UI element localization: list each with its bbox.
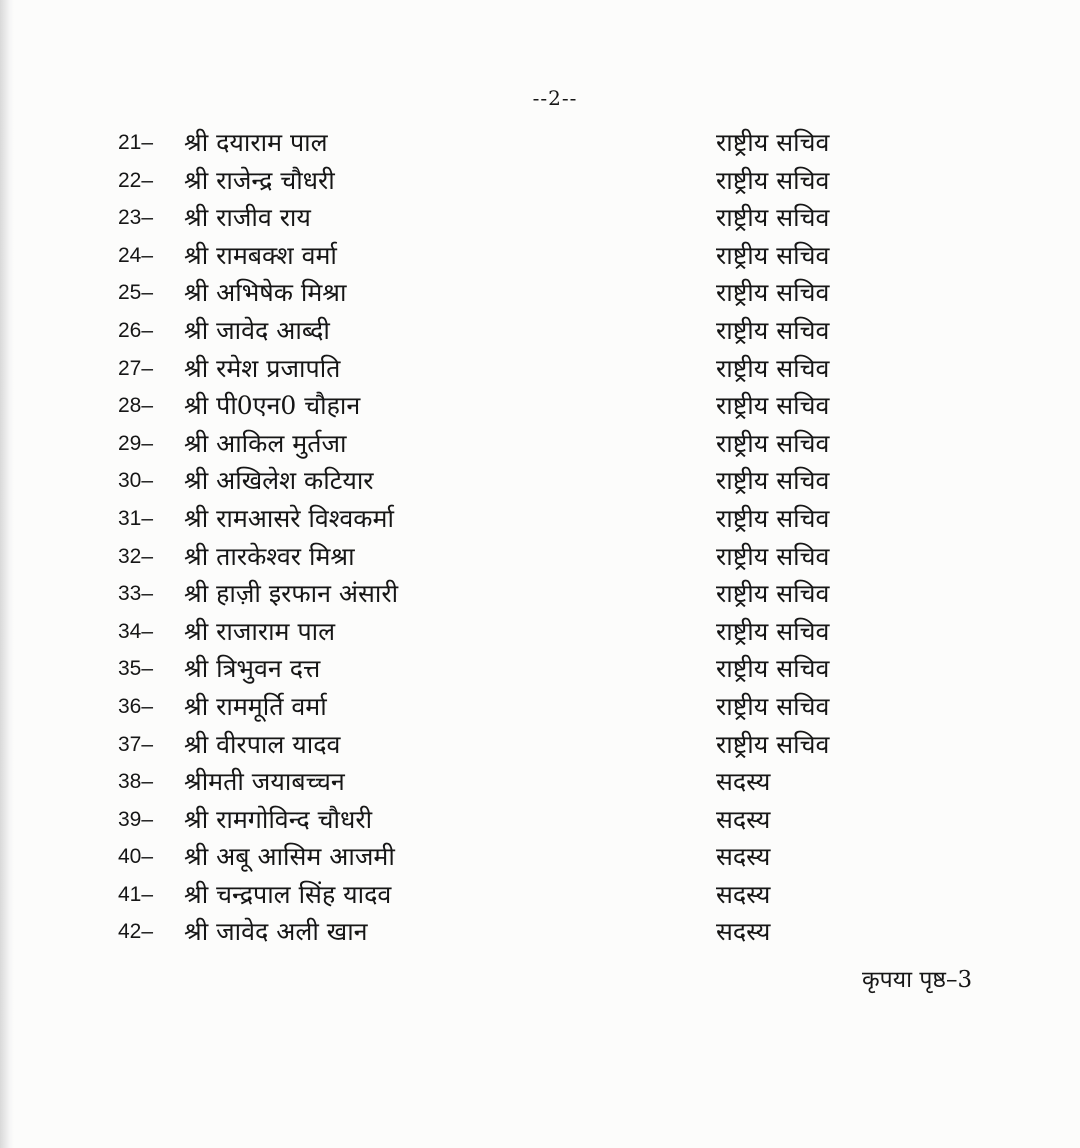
list-item [118, 162, 878, 200]
entry-number: 35– [118, 657, 154, 681]
member-name: श्री रमेश प्रजापति [184, 353, 341, 383]
list-item [118, 876, 878, 914]
entry-number: 24– [118, 243, 154, 267]
member-role: सदस्य [716, 804, 771, 834]
entry-number: 27– [118, 356, 154, 380]
entry-number: 28– [118, 394, 154, 418]
member-name: श्री तारकेश्वर मिश्रा [184, 541, 355, 571]
entry-number: 38– [118, 770, 154, 794]
member-name: श्री जावेद आब्दी [184, 315, 330, 345]
member-name: श्री पी0एन0 चौहान [184, 391, 361, 421]
member-name: श्री आकिल मुर्तजा [184, 428, 347, 458]
entry-number: 40– [118, 845, 154, 869]
member-role: सदस्य [716, 767, 771, 797]
list-item [118, 462, 878, 500]
member-name: श्री राजेन्द्र चौधरी [184, 165, 335, 195]
list-item [118, 538, 878, 576]
member-role: सदस्य [716, 917, 771, 947]
member-name: श्री रामगोविन्द चौधरी [184, 804, 373, 834]
member-role: राष्ट्रीय सचिव [716, 579, 830, 609]
member-role: राष्ट्रीय सचिव [716, 353, 830, 383]
member-name: श्री राजाराम पाल [184, 616, 336, 646]
member-name: श्री रामआसरे विश्वकर्मा [184, 503, 394, 533]
member-role: राष्ट्रीय सचिव [716, 691, 830, 721]
member-role: राष्ट्रीय सचिव [716, 128, 830, 157]
list-item [118, 838, 878, 876]
page-edge-shadow [0, 0, 14, 1148]
member-name: श्री हाज़ी इरफान अंसारी [184, 579, 399, 609]
member-role: राष्ट्रीय सचिव [716, 315, 830, 345]
entry-number: 21– [118, 131, 154, 154]
member-role: सदस्य [716, 842, 771, 872]
member-role: राष्ट्रीय सचिव [716, 428, 830, 458]
member-list [118, 124, 878, 951]
member-role: राष्ट्रीय सचिव [716, 391, 830, 421]
member-role: राष्ट्रीय सचिव [716, 466, 830, 496]
member-role: राष्ट्रीय सचिव [716, 541, 830, 571]
entry-number: 26– [118, 318, 154, 342]
member-role: राष्ट्रीय सचिव [716, 616, 830, 646]
entry-number: 22– [118, 168, 154, 192]
member-role: राष्ट्रीय सचिव [716, 278, 830, 308]
list-item [118, 726, 878, 764]
member-name: श्री अभिषेक मिश्रा [184, 278, 347, 308]
entry-number: 41– [118, 882, 154, 906]
entry-number: 34– [118, 619, 154, 643]
entry-number: 33– [118, 582, 154, 606]
member-name: श्री अबू आसिम आजमी [184, 842, 395, 872]
list-item [118, 312, 878, 350]
list-item [118, 763, 878, 801]
member-name: श्रीमती जयाबच्चन [184, 767, 345, 797]
member-role: राष्ट्रीय सचिव [716, 240, 830, 270]
list-item [118, 124, 878, 162]
list-item [118, 500, 878, 538]
list-item [118, 274, 878, 312]
member-name: श्री राजीव राय [184, 203, 311, 233]
list-item [118, 688, 878, 726]
list-item [118, 350, 878, 388]
entry-number: 30– [118, 469, 154, 493]
list-item [118, 237, 878, 275]
member-name: श्री अखिलेश कटियार [184, 466, 374, 496]
member-name: श्री त्रिभुवन दत्त [184, 654, 321, 684]
member-role: राष्ट्रीय सचिव [716, 654, 830, 684]
entry-number: 37– [118, 732, 154, 756]
member-name: श्री राममूर्ति वर्मा [184, 691, 327, 721]
list-item [118, 913, 878, 951]
member-name: श्री वीरपाल यादव [184, 729, 341, 759]
list-item [118, 650, 878, 688]
list-item [118, 387, 878, 425]
member-role: राष्ट्रीय सचिव [716, 203, 830, 233]
member-name: श्री दयाराम पाल [184, 128, 328, 157]
member-role: राष्ट्रीय सचिव [716, 729, 830, 759]
member-name: श्री चन्द्रपाल सिंह यादव [184, 879, 392, 909]
page-number: --2-- [532, 86, 578, 110]
entry-number: 36– [118, 694, 154, 718]
continued-note: कृपया पृष्ठ–3 [862, 967, 973, 993]
entry-number: 23– [118, 206, 154, 230]
entry-number: 42– [118, 920, 154, 944]
member-role: राष्ट्रीय सचिव [716, 503, 830, 533]
list-item [118, 425, 878, 463]
list-item [118, 801, 878, 839]
member-role: राष्ट्रीय सचिव [716, 165, 830, 195]
member-name: श्री रामबक्श वर्मा [184, 240, 337, 270]
member-role: सदस्य [716, 879, 771, 909]
list-item [118, 575, 878, 613]
entry-number: 31– [118, 506, 154, 530]
member-name: श्री जावेद अली खान [184, 917, 368, 947]
entry-number: 39– [118, 807, 154, 831]
entry-number: 25– [118, 281, 154, 305]
list-item [118, 199, 878, 237]
list-item [118, 613, 878, 651]
entry-number: 32– [118, 544, 154, 568]
entry-number: 29– [118, 431, 154, 455]
